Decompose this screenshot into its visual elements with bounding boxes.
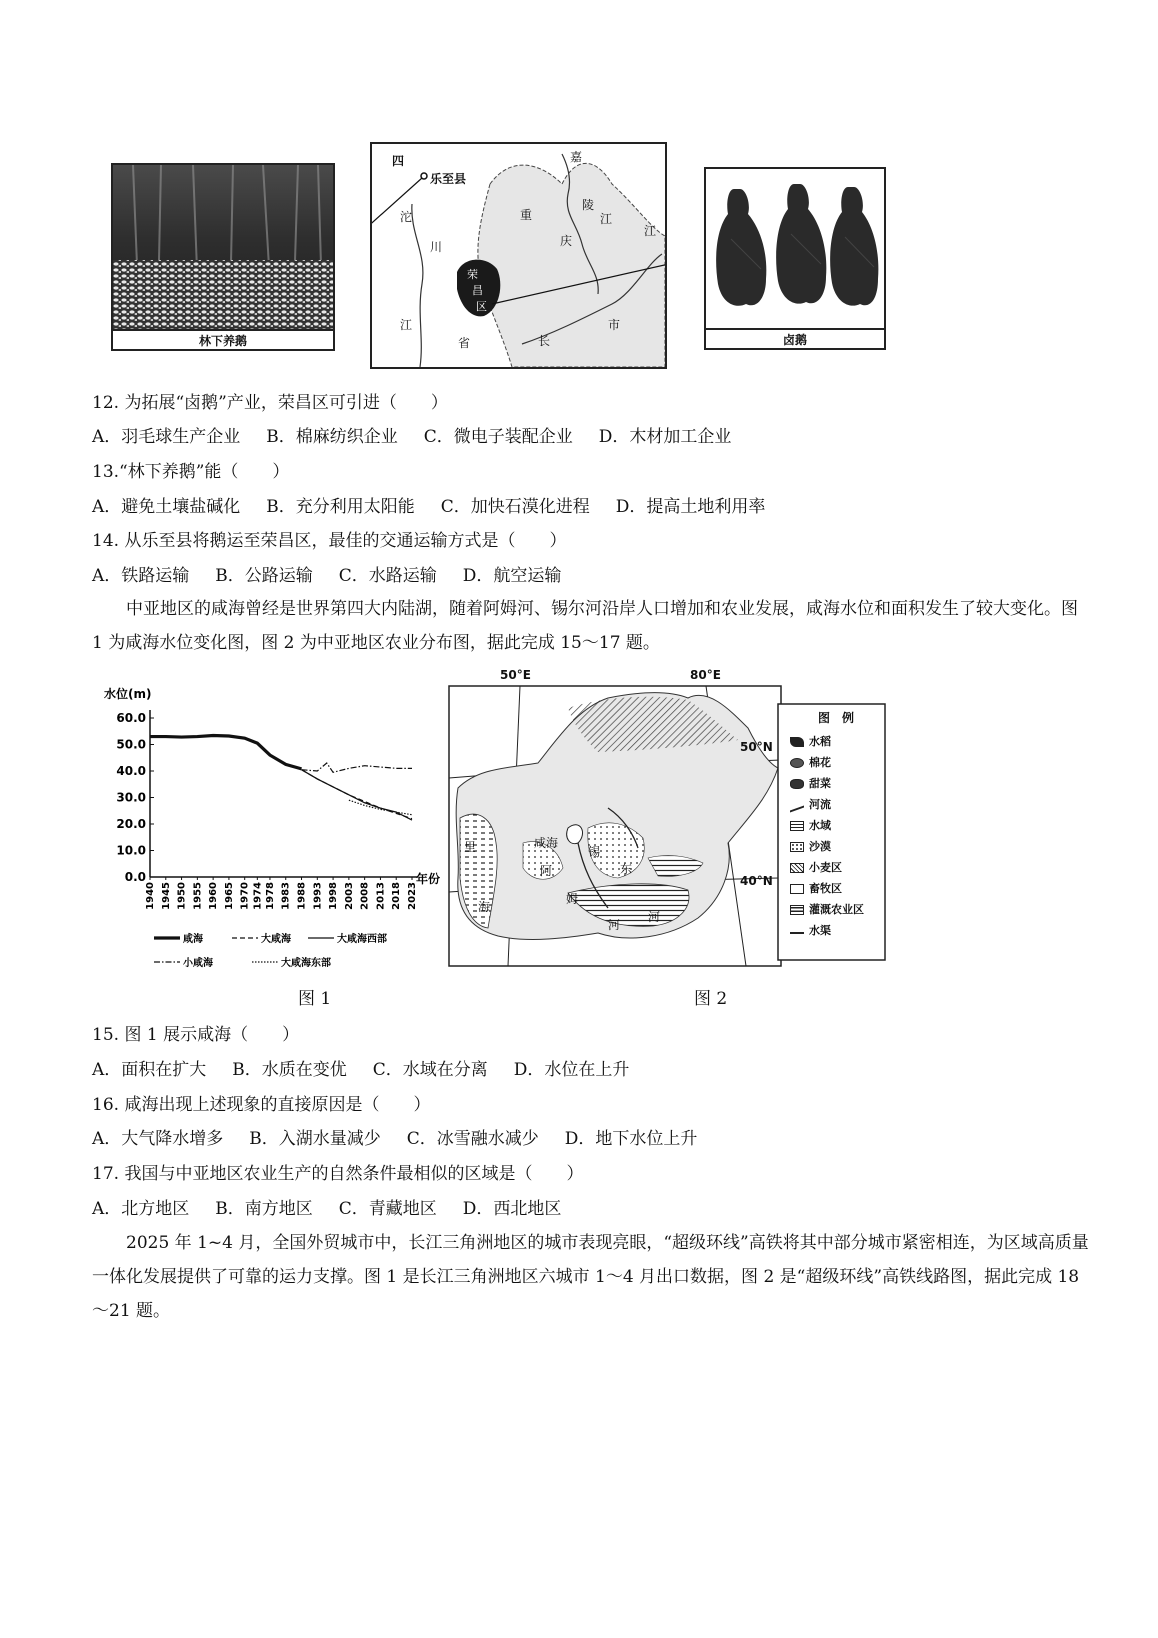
figure-1-chart	[100, 680, 440, 980]
photo-caption-left: 林下养鹅	[113, 329, 333, 351]
x-tick-label: 1998	[328, 882, 340, 910]
map2-lon-80: 80°E	[690, 668, 721, 682]
chongqing-sichuan-map	[372, 144, 665, 367]
question-16-stem: 16. 咸海出现上述现象的直接原因是（ ）	[92, 1095, 431, 1115]
question-14-options	[92, 565, 587, 587]
photo-caption-right: 卤鹅	[706, 328, 884, 350]
map-label-chong: 重	[520, 208, 533, 222]
map2-label-dong: 东	[620, 862, 633, 876]
canal-icon	[790, 928, 804, 934]
question-17-options	[92, 1198, 587, 1220]
map2-label-mu: 姆	[566, 892, 579, 906]
q14-option-d[interactable]: D．航空运输	[462, 566, 562, 586]
x-tick-label: 1955	[192, 882, 204, 910]
pasture-icon	[790, 884, 804, 894]
legend-desert: 沙漠	[790, 836, 882, 857]
river-icon	[790, 797, 804, 812]
map2-label-li: 里	[464, 840, 477, 854]
q12-option-c[interactable]: C．微电子装配企业	[423, 427, 573, 447]
legend-label: 大咸海东部	[281, 958, 331, 969]
q15-option-c[interactable]: C．水域在分离	[372, 1060, 488, 1080]
legend-river: 河流	[790, 794, 882, 815]
y-tick-label: 20.0	[116, 817, 146, 831]
legend-irrigation: 灌溉农业区	[790, 899, 882, 920]
question-17-stem: 17. 我国与中亚地区农业生产的自然条件最相似的区域是（ ）	[92, 1164, 584, 1184]
x-tick-label: 2013	[375, 882, 387, 910]
figure-1-caption: 图 1	[298, 989, 332, 1009]
q17-option-a[interactable]: A．北方地区	[92, 1199, 190, 1219]
x-tick-label: 1978	[264, 882, 276, 910]
y-tick-label: 40.0	[116, 764, 146, 778]
map-label-qu: 区	[476, 300, 487, 313]
q12-option-a[interactable]: A．羽毛球生产企业	[92, 427, 241, 447]
x-tick-label: 1965	[223, 882, 235, 910]
photo-goose-farming	[111, 163, 335, 351]
q16-option-b[interactable]: B．入湖水量减少	[249, 1129, 381, 1149]
question-15-stem: 15. 图 1 展示咸海（ ）	[92, 1025, 300, 1045]
location-map	[370, 142, 667, 369]
legend-sugarbeet: 甜菜	[790, 773, 882, 794]
x-tick-label: 1960	[208, 882, 220, 910]
question-12-options	[92, 426, 757, 448]
x-tick-label: 1970	[239, 882, 251, 910]
map2-label-xi: 锡	[588, 845, 601, 859]
q13-option-c[interactable]: C．加快石漠化进程	[440, 497, 590, 517]
y-tick-label: 10.0	[116, 843, 146, 858]
rice-icon	[790, 737, 804, 747]
map2-label-hai: 海	[478, 900, 491, 914]
map-label-tuo: 沱	[400, 210, 413, 224]
legend-canal: 水渠	[790, 920, 882, 941]
q16-option-a[interactable]: A．大气降水增多	[92, 1129, 224, 1149]
q12-option-d[interactable]: D．木材加工企业	[598, 427, 732, 447]
q12-option-b[interactable]: B．棉麻纺织企业	[266, 427, 398, 447]
irrigation-icon	[790, 905, 804, 915]
map2-legend	[790, 708, 882, 941]
q17-option-b[interactable]: B．南方地区	[215, 1199, 313, 1219]
map-label-lezhi: 乐至县	[430, 172, 467, 186]
q15-option-d[interactable]: D．水位在上升	[513, 1060, 630, 1080]
q13-option-d[interactable]: D．提高土地利用率	[615, 497, 766, 517]
map2-label-a: 阿	[540, 864, 553, 878]
figure-2-map	[448, 668, 898, 968]
map-label-chang2: 长	[538, 334, 551, 348]
x-axis-label: 年份	[416, 872, 440, 886]
water-icon	[790, 821, 804, 831]
q13-option-b[interactable]: B．充分利用太阳能	[266, 497, 415, 517]
legend-label: 咸海	[183, 934, 203, 945]
passage-yangtze-delta: 2025 年 1~4 月，全国外贸城市中，长江三角洲地区的城市表现亮眼，“超级环线”高铁将其中部分城市紧密相连，为区域高质量一体化发展提供了可靠的运力支撑。图 1 是长江三角洲地区六城市 1～4 月出口数据，图 2 是“超级环线”高铁线路图，据此完成 18～21 题。	[92, 1233, 1089, 1321]
map-label-jia: 嘉	[570, 150, 583, 164]
aral-sea-water-level-chart	[100, 680, 440, 980]
map-label-sheng: 省	[458, 336, 471, 350]
q16-option-c[interactable]: C．冰雪融水减少	[406, 1129, 539, 1149]
map-label-chang: 昌	[472, 284, 483, 297]
legend-label: 小咸海	[183, 958, 213, 969]
photo-braised-goose	[704, 167, 886, 350]
map2-lat-40: 40°N	[740, 874, 773, 888]
series-line	[150, 735, 302, 768]
q14-option-c[interactable]: C．水路运输	[338, 566, 437, 586]
q14-option-a[interactable]: A．铁路运输	[92, 566, 190, 586]
map-label-jiang-e: 江	[644, 224, 657, 238]
map-label-si: 四	[392, 154, 405, 168]
legend-wheat: 小麦区	[790, 857, 882, 878]
map2-label-aral: 咸海	[534, 836, 559, 850]
x-tick-label: 2003	[343, 882, 355, 910]
desert-icon	[790, 842, 804, 852]
y-axis-label: 水位(m)	[104, 687, 152, 701]
q17-option-c[interactable]: C．青藏地区	[338, 1199, 437, 1219]
x-tick-label: 1993	[312, 882, 324, 910]
legend-label: 大咸海西部	[337, 934, 387, 945]
legend-water: 水域	[790, 815, 882, 836]
question-13-stem: 13.“林下养鹅”能（ ）	[92, 462, 290, 482]
question-12-stem: 12. 为拓展“卤鹅”产业，荣昌区可引进（ ）	[92, 393, 448, 413]
passage-aral-sea: 中亚地区的咸海曾经是世界第四大内陆湖，随着阿姆河、锡尔河沿岸人口增加和农业发展，咸海水位和面积发生了较大变化。图 1 为咸海水位变化图，图 2 为中亚地区农业分布图，据此完成 15～17 题。	[92, 599, 1078, 653]
x-tick-label: 2008	[359, 882, 371, 910]
legend-cotton: 棉花	[790, 752, 882, 773]
q17-option-d[interactable]: D．西北地区	[462, 1199, 562, 1219]
wheat-icon	[790, 863, 804, 873]
y-tick-label: 30.0	[116, 790, 146, 805]
map-label-qing: 庆	[560, 234, 573, 248]
x-tick-label: 1940	[145, 882, 156, 910]
cotton-icon	[790, 758, 804, 768]
map2-lat-50: 50°N	[740, 740, 773, 754]
y-tick-label: 50.0	[116, 737, 146, 752]
x-tick-label: 1974	[252, 882, 264, 910]
map-label-ling: 陵	[582, 198, 595, 212]
legend-label: 大咸海	[261, 934, 291, 945]
map-label-rong: 荣	[467, 268, 478, 281]
map-label-jiang-w: 江	[400, 318, 413, 332]
question-16-options	[92, 1128, 723, 1150]
q13-option-a[interactable]: A．避免土壤盐碱化	[92, 497, 241, 517]
x-tick-label: 1988	[296, 882, 308, 910]
map-label-chuan: 川	[430, 240, 443, 254]
q15-option-b[interactable]: B．水质在变优	[232, 1060, 347, 1080]
x-tick-label: 1983	[280, 882, 292, 910]
map-label-jiang-n: 江	[600, 212, 613, 226]
x-tick-label: 1945	[160, 882, 172, 910]
y-tick-label: 0.0	[124, 870, 146, 884]
map2-label-he1: 河	[608, 918, 621, 932]
map2-label-he2: 河	[648, 910, 661, 924]
q15-option-a[interactable]: A．面积在扩大	[92, 1060, 207, 1080]
q14-option-b[interactable]: B．公路运输	[215, 566, 313, 586]
x-tick-label: 2023	[407, 882, 418, 910]
x-tick-label: 2018	[391, 882, 403, 910]
map2-lon-50: 50°E	[500, 668, 531, 682]
figure-2-caption: 图 2	[694, 989, 728, 1009]
forest-goose-photo	[113, 165, 333, 329]
question-13-options	[92, 496, 791, 518]
map-label-shi: 市	[608, 318, 621, 332]
sugarbeet-icon	[790, 779, 804, 789]
series-line	[302, 763, 412, 772]
map2-legend-title: 图 例	[817, 711, 854, 725]
x-tick-label: 1950	[176, 882, 188, 910]
question-14-stem: 14. 从乐至县将鹅运至荣昌区，最佳的交通运输方式是（ ）	[92, 531, 567, 551]
y-tick-label: 60.0	[116, 711, 146, 725]
legend-rice: 水稻	[790, 731, 882, 752]
legend-pasture: 畜牧区	[790, 878, 882, 899]
braised-goose-photo	[706, 169, 884, 328]
q16-option-d[interactable]: D．地下水位上升	[564, 1129, 698, 1149]
question-15-options	[92, 1059, 655, 1081]
